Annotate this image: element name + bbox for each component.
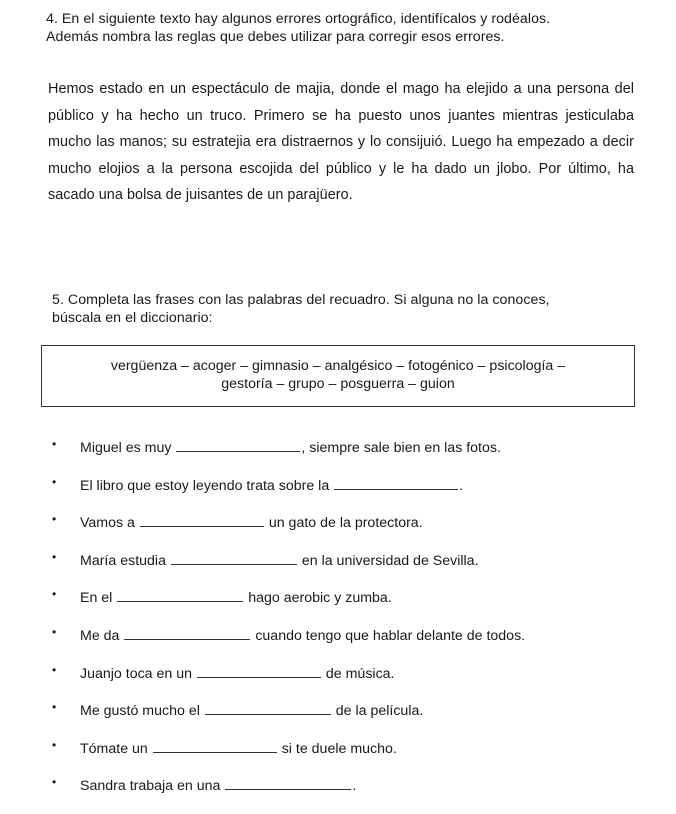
word-box-line1: vergüenza – acoger – gimnasio – analgésico – fotogénico – psicología –	[110, 358, 566, 374]
sentence-text-after: si te duele mucho.	[277, 740, 397, 757]
list-item	[0, 545, 676, 583]
exercise-5-title	[52, 291, 662, 327]
bullet: •	[52, 512, 57, 527]
word-box-line2: gestoría – grupo – posguerra – guion	[221, 376, 455, 392]
sentence-text-after: un gato de la protectora.	[264, 515, 423, 532]
sentence-text-after: cuando tengo que hablar delante de todos.	[251, 627, 526, 644]
bullet: •	[52, 437, 57, 451]
exercise-5-title-line1: 5. Completa las frases con las palabras del recuadro. Si alguna no la conoces,	[52, 292, 550, 308]
bullet: •	[52, 737, 57, 752]
bullet: •	[52, 474, 57, 489]
answer-blank[interactable]	[334, 477, 458, 490]
bullet: •	[52, 587, 57, 602]
exercise-4-title	[46, 10, 666, 46]
sentence-text-before: Sandra trabaja en una	[80, 778, 225, 795]
list-item	[0, 770, 676, 808]
answer-blank[interactable]	[153, 740, 277, 753]
sentence-list	[0, 432, 676, 808]
list-item	[0, 620, 676, 658]
sentence-text-before: Me da	[80, 627, 124, 644]
answer-blank[interactable]	[117, 589, 243, 602]
bullet: •	[52, 624, 57, 639]
answer-blank[interactable]	[124, 627, 250, 640]
answer-blank[interactable]	[140, 514, 264, 527]
list-item	[0, 733, 676, 771]
list-item	[0, 470, 676, 508]
exercise-4-text: Hemos estado en un espectáculo de majia, donde el mago ha elejido a una persona del público y ha hecho un truco. Primero se ha puesto unos juantes mientras jesticulaba mucho las manos; su estratejia era distraernos y lo consijuió. Luego ha empezado a decir mucho elojios a la persona escojida del público y le ha dado un jlobo. Por último, ha sacado una bolsa de juisantes de un parajüero.	[48, 81, 634, 203]
sentence-text-before: Vamos a	[80, 515, 139, 532]
sentence-text-after: de música.	[321, 665, 395, 682]
sentence-text-after: en la universidad de Sevilla.	[297, 552, 479, 569]
bullet: •	[52, 549, 57, 564]
sentence-text-before: Tómate un	[80, 740, 152, 757]
bullet: •	[52, 662, 57, 677]
sentence-text-before: Me gustó mucho el	[80, 703, 204, 720]
answer-blank[interactable]	[197, 665, 321, 678]
exercise-5-title-line2: búscala en el diccionario:	[52, 310, 213, 326]
sentence-text-after: , siempre sale bien en las fotos.	[301, 440, 501, 456]
sentence-text-before: En el	[80, 590, 117, 607]
exercise-4-title-line1: 4. En el siguiente texto hay algunos errores ortográfico, identifícalos y rodéalos.	[46, 11, 551, 27]
answer-blank[interactable]	[171, 552, 297, 565]
bullet: •	[52, 700, 57, 715]
exercise-4-title-line2: Además nombra las reglas que debes utilizar para corregir esos errores.	[46, 29, 505, 45]
sentence-text-after: .	[352, 778, 357, 795]
bullet: •	[52, 775, 57, 790]
answer-blank[interactable]	[176, 439, 300, 452]
sentence-text-before: El libro que estoy leyendo trata sobre la	[80, 477, 334, 494]
sentence-text-after: .	[459, 477, 464, 494]
word-box	[41, 345, 635, 407]
answer-blank[interactable]	[225, 777, 351, 790]
list-item	[0, 582, 676, 620]
sentence-text-before: Juanjo toca en un	[80, 665, 196, 682]
list-item	[0, 507, 676, 545]
sentence-text-before: Miguel es muy	[80, 440, 176, 456]
sentence-text-after: hago aerobic y zumba.	[244, 590, 392, 607]
list-item	[0, 695, 676, 733]
list-item	[0, 658, 676, 696]
sentence-text-before: María estudia	[80, 552, 170, 569]
sentence-text-after: de la película.	[331, 703, 424, 720]
answer-blank[interactable]	[205, 702, 331, 715]
list-item	[0, 432, 676, 470]
